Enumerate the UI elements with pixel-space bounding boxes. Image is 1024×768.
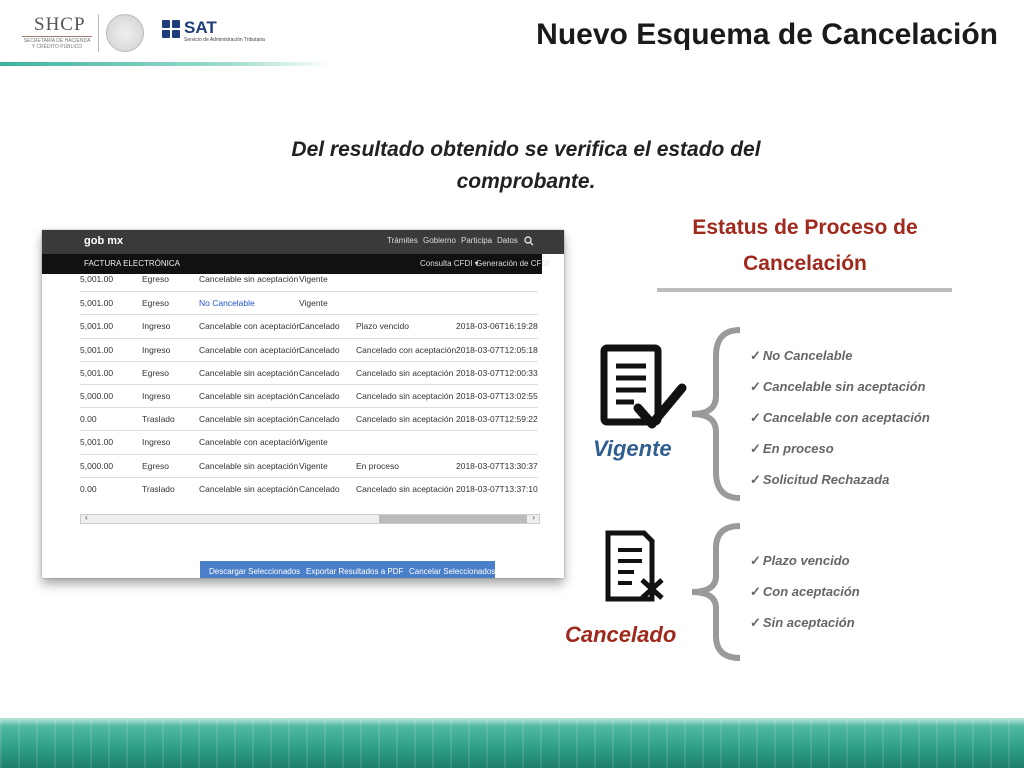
status-item-label: Cancelable con aceptación xyxy=(762,410,930,425)
row-process-status: Cancelado con aceptación xyxy=(356,344,457,355)
check-icon: ✓ xyxy=(750,441,761,456)
row-type: Ingreso xyxy=(142,321,171,332)
row-cancelability: Cancelable sin aceptación xyxy=(199,414,299,425)
sat-logo-subtitle: Servicio de Administración Tributaria xyxy=(184,37,265,43)
intro-text xyxy=(256,134,796,198)
scroll-left-arrow[interactable]: ‹ xyxy=(85,513,88,522)
row-cancelability: Cancelable sin aceptación xyxy=(199,483,299,494)
row-date: 2018-03-06T16:19:28 xyxy=(456,321,538,332)
check-icon: ✓ xyxy=(750,348,761,363)
row-total: 5,001.00 xyxy=(80,437,114,448)
row-total: 5,001.00 xyxy=(80,344,114,355)
row-cancelability: Cancelable sin aceptación xyxy=(199,367,299,378)
nav-tramites[interactable]: Trámites xyxy=(387,236,418,245)
status-list-item xyxy=(750,545,860,576)
check-icon: ✓ xyxy=(750,553,761,568)
row-status: Cancelado xyxy=(299,367,340,378)
table-row[interactable] xyxy=(80,430,538,453)
row-status: Vigente xyxy=(299,460,328,471)
status-item-label: Plazo vencido xyxy=(762,553,850,568)
action-button-bar xyxy=(200,561,495,578)
row-cancelability: Cancelable con aceptación xyxy=(199,321,302,332)
row-type: Egreso xyxy=(142,367,169,378)
search-icon[interactable] xyxy=(524,236,534,246)
shcp-logo-subtitle: SECRETARÍA DE HACIENDA Y CRÉDITO PÚBLICO xyxy=(23,38,91,50)
row-process-status: En proceso xyxy=(356,460,399,471)
row-status: Cancelado xyxy=(299,483,340,494)
generacion-cfdi-link[interactable]: Generación de CFDI xyxy=(476,259,550,268)
table-row[interactable] xyxy=(80,338,538,361)
row-cancelability: No Cancelable xyxy=(199,298,255,309)
row-total: 5,000.00 xyxy=(80,391,114,401)
check-icon: ✓ xyxy=(750,472,761,487)
row-date: 2018-03-07T13:37:10 xyxy=(456,483,538,494)
horizontal-scrollbar[interactable] xyxy=(80,514,540,524)
row-process-status: Cancelado sin aceptación xyxy=(356,391,454,401)
table-row[interactable] xyxy=(80,314,538,337)
row-date: 2018-03-07T12:59:22 xyxy=(456,414,538,425)
cancelado-label: Cancelado xyxy=(565,622,677,647)
row-type: Egreso xyxy=(142,460,169,471)
status-item-label: No Cancelable xyxy=(762,348,853,363)
consulta-cfdi-menu[interactable]: Consulta CFDI ▾ xyxy=(420,259,479,268)
row-process-status: Cancelado sin aceptación xyxy=(356,483,454,494)
table-row[interactable] xyxy=(80,407,538,430)
table-row[interactable] xyxy=(80,268,538,290)
status-list-item xyxy=(750,464,930,495)
row-total: 5,001.00 xyxy=(80,298,114,309)
vigente-label: Vigente xyxy=(593,436,672,461)
row-status: Vigente xyxy=(299,274,328,284)
row-type: Traslado xyxy=(142,483,175,494)
row-cancelability: Cancelable con aceptación xyxy=(199,344,302,355)
nav-datos[interactable]: Datos xyxy=(497,236,518,245)
row-total: 0.00 xyxy=(80,414,97,425)
vigente-brace-icon xyxy=(688,326,748,502)
row-date: 2018-03-07T12:05:18 xyxy=(456,344,538,355)
row-type: Egreso xyxy=(142,274,169,284)
status-item-label: Cancelable sin aceptación xyxy=(762,379,926,394)
document-check-icon xyxy=(598,344,688,434)
row-status: Vigente xyxy=(299,298,328,309)
row-date: 2018-03-07T12:00:33 xyxy=(456,367,538,378)
check-icon: ✓ xyxy=(750,584,761,599)
document-cancel-icon xyxy=(602,530,670,602)
cancelado-brace-icon xyxy=(688,522,748,662)
row-date: 2018-03-07T13:02:55 xyxy=(456,391,538,401)
row-type: Ingreso xyxy=(142,344,171,355)
row-cancelability: Cancelable con aceptación xyxy=(199,437,302,448)
row-date: 2018-03-07T13:30:37 xyxy=(456,460,538,471)
table-row[interactable] xyxy=(80,361,538,384)
table-row[interactable] xyxy=(80,454,538,477)
row-cancelability: Cancelable sin aceptación xyxy=(199,391,299,401)
portal-screenshot xyxy=(42,230,564,578)
status-item-label: Con aceptación xyxy=(762,584,860,599)
row-total: 5,001.00 xyxy=(80,367,114,378)
row-total: 5,000.00 xyxy=(80,460,114,471)
row-status: Cancelado xyxy=(299,344,340,355)
status-list-item xyxy=(750,433,930,464)
status-item-label: En proceso xyxy=(762,441,834,456)
row-process-status: Cancelado sin aceptación xyxy=(356,414,454,425)
status-list-item xyxy=(750,340,930,371)
slide-title: Nuevo Esquema de Cancelación xyxy=(536,18,998,51)
table-row[interactable] xyxy=(80,477,538,500)
header-accent-line xyxy=(0,62,330,66)
check-icon: ✓ xyxy=(750,379,761,394)
status-list-item xyxy=(750,371,930,402)
row-total: 5,001.00 xyxy=(80,274,114,284)
row-cancelability: Cancelable sin aceptación xyxy=(199,460,299,471)
row-type: Ingreso xyxy=(142,391,171,401)
cancel-selected-button[interactable]: Cancelar Seleccionados xyxy=(409,567,496,576)
cancelado-status-list xyxy=(750,545,860,638)
intro-line-1: Del resultado obtenido se verifica el estado del xyxy=(291,138,761,161)
status-item-label: Solicitud Rechazada xyxy=(762,472,890,487)
status-divider xyxy=(657,288,952,292)
row-cancelability: Cancelable sin aceptación xyxy=(199,274,299,284)
section-title: FACTURA ELECTRÓNICA xyxy=(84,259,181,268)
row-type: Traslado xyxy=(142,414,175,425)
export-pdf-button[interactable]: Exportar Resultados a PDF xyxy=(306,567,404,576)
row-total: 5,001.00 xyxy=(80,321,114,332)
status-title xyxy=(660,210,950,282)
row-status: Vigente xyxy=(299,437,328,448)
status-list-item xyxy=(750,576,860,607)
logo-separator xyxy=(98,14,99,52)
status-item-label: Sin aceptación xyxy=(762,615,855,630)
row-type: Ingreso xyxy=(142,437,171,448)
download-selected-button[interactable]: Descargar Seleccionados xyxy=(209,567,301,576)
status-list-item xyxy=(750,402,930,433)
row-total: 0.00 xyxy=(80,483,97,494)
status-list-item xyxy=(750,607,860,638)
row-status: Cancelado xyxy=(299,414,340,425)
portal-brand[interactable]: gob mx xyxy=(84,235,124,247)
footer-fade xyxy=(0,712,1024,726)
shcp-logo-rule xyxy=(22,36,92,37)
sat-logo: SAT xyxy=(184,18,217,37)
intro-line-2: comprobante. xyxy=(456,170,596,193)
row-process-status: Plazo vencido xyxy=(356,321,409,332)
scrollbar-thumb[interactable] xyxy=(379,515,527,523)
shcp-logo: SHCP xyxy=(34,14,86,35)
national-seal-icon xyxy=(106,14,144,52)
vigente-status-list xyxy=(750,340,930,495)
nav-participa[interactable]: Participa xyxy=(461,236,493,245)
check-icon: ✓ xyxy=(750,410,761,425)
table-row[interactable] xyxy=(80,291,538,314)
sat-logo-icon xyxy=(162,20,180,38)
nav-gobierno[interactable]: Gobierno xyxy=(423,236,456,245)
scroll-right-arrow[interactable]: › xyxy=(532,513,535,522)
row-status: Cancelado xyxy=(299,391,340,401)
row-status: Cancelado xyxy=(299,321,340,332)
check-icon: ✓ xyxy=(750,615,761,630)
status-title-line-1: Estatus de Proceso de xyxy=(692,216,918,239)
status-title-line-2: Cancelación xyxy=(743,252,867,275)
row-type: Egreso xyxy=(142,298,169,309)
row-process-status: Cancelado sin aceptación xyxy=(356,367,454,378)
table-row[interactable] xyxy=(80,384,538,407)
